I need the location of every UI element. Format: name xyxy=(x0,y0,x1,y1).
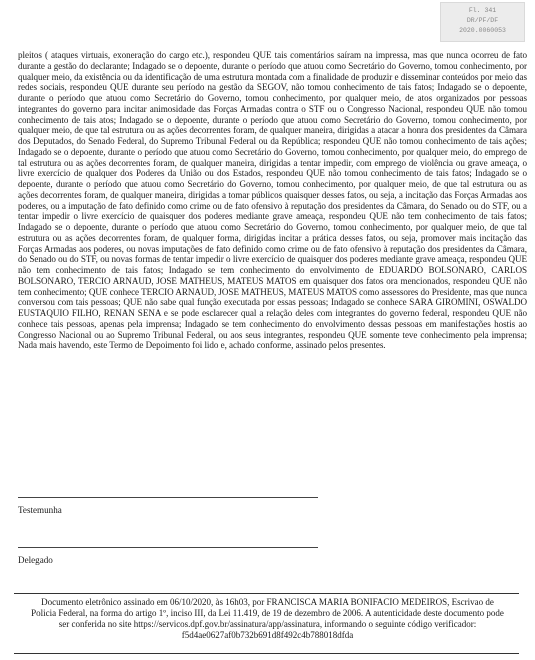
stamp-process-number: 2020.0060053 xyxy=(459,27,506,34)
testimony-paragraph: pleitos ( ataques virtuais, exoneração do cargo etc.), respondeu QUE tais comentários saíram na impressa, mas que nunca ocorreu de fato durante a gestão do declarante; Indagado se o depoente, durante o período que atuou como Secretário do Governo, tomou conhecimento, por qualquer meio, da existência ou da identificação de uma estrutura montada com a finalidade de produzir e disseminar conteúdos por meio das redes sociais, respondeu QUE durante seu período na gestão da SEGOV, não tomou conhecimento de tais fatos; Indagado se o depoente, durante o período que atuou como Secretário do Governo, tomou conhecimento, por qualquer meio, de atos organizados por pessoas integrantes do governo para incitar animosidade das Forças Armadas contra o STF ou o Congresso Nacional, respondeu QUE não tomou conhecimento de tais atos; Indagado se o depoente, durante o período que atuou como Secretário do Governo, tomou conhecimento, por qualquer meio, de que tal estrutura ou as ações decorrentes foram, de qualquer maneira, dirigidas a atacar a honra dos presidentes da Câmara dos Deputados, do Senado Federal, do Supremo Tribunal Federal ou da República; respondeu QUE não tomou conhecimento de tais ações; Indagado se o depoente, durante o período que atuou como Secretário do Governo, tomou conhecimento, por qualquer meio, do emprego de tal estrutura ou as ações decorrentes foram, de qualquer maneira, dirigidas a tentar impedir, com emprego de violência ou grave ameaça, o livre exercício de qualquer dos Poderes da União ou dos Estados, respondeu QUE não tomou conhecimento de tais fatos; Indagado se o depoente, durante o período que atuou como Secretário do Governo, tomou conhecimento, por qualquer meio, de que tal estrutura ou as ações decorrentes foram, de qualquer maneira, dirigidas a tomar públicos quaisquer desses fatos, ou seja, a incitação das Forças Armadas aos poderes, ou a imputação de fato definido como crime ou de fato ofensivo à reputação dos presidentes da Câmara, do Senado ou do STF, ou a tentar impedir o livre exercício de quaisquer dos poderes mediante grave ameaça, respondeu QUE não tem conhecimento de tais fatos; Indagado se o depoente, durante o período que atuou como Secretário do Governo, tomou conhecimento, por qualquer meio, de que tal estrutura ou as ações decorrentes foram, de qualquer forma, dirigidas incitar a prática desses fatos, ou seja, promover mais incitação das Forças Armadas aos poderes, ou novas imputações de fato definido como crime ou de fato ofensivo à reputação dos presidentes da Câmara, do Senado ou do STF, ou novas formas de tentar impedir o livre exercício de quaisquer dos poderes mediante grave ameaça, respondeu QUE não tem conhecimento de tais fatos; Indagado se tem conhecimento do envolvimento de EDUARDO BOLSONARO, CARLOS BOLSONARO, TERCIO ARNAUD, JOSE MATHEUS, MATEUS MATOS em quaisquer dos fatos ora mencionados, respondeu QUE não tem conhecimento; QUE conhece TERCIO ARNAUD, JOSE MATHEUS, MATEUS MATOS como assessores do Presidente, mas que nunca conversou com tais pessoas; QUE não sabe qual função executada por essas pessoas; Indagado se conhece SARA GIROMINI, OSWALDO EUSTAQUIO FILHO, RENAN SENA e se pode esclarecer qual a relação deles com integrantes do governo federal, respondeu QUE não conhece tais pessoas, apenas pela imprensa; Indagado se tem conhecimento do envolvimento dessas pessoas em manifestações hostis ao Congresso Nacional ou ao Supremo Tribunal Federal, ou aos seus integrantes, respondeu QUE somente teve conhecimento pela imprensa; Nada mais havendo, este Termo de Depoimento foi lido e, achado conforme, assinado pelos presentes. xyxy=(18,50,527,351)
stamp-page-number: Fl. 341 xyxy=(468,7,497,14)
page-number-stamp xyxy=(440,2,525,42)
footer-bottom-rule xyxy=(14,653,519,654)
delegate-signature-line xyxy=(18,547,318,548)
footer-top-rule xyxy=(14,593,519,594)
electronic-signature-note: Documento eletrônico assinado em 06/10/2020, às 16h03, por FRANCISCA MARIA BONIFACIO MEDEIROS, Escrivao de Policia Federal, na forma do artigo 1º, inciso III, da Lei 11.419, de 19 de dezembro de 2006. A autenticidade deste documento pode ser conferida no site https://servicos.dpf.gov.br/assinatura/app/assinatura, informando o seguinte código verificador: f5d4ae0627af0b732b691d8f492c4b788018dfda xyxy=(31,597,504,640)
stamp-agency-code: DR/PF/DF xyxy=(466,17,499,24)
witness-label: Testemunha xyxy=(18,505,62,515)
delegate-signature-block xyxy=(18,547,318,565)
witness-signature-block xyxy=(18,497,318,515)
delegate-label: Delegado xyxy=(18,555,53,565)
witness-signature-line xyxy=(18,497,318,498)
